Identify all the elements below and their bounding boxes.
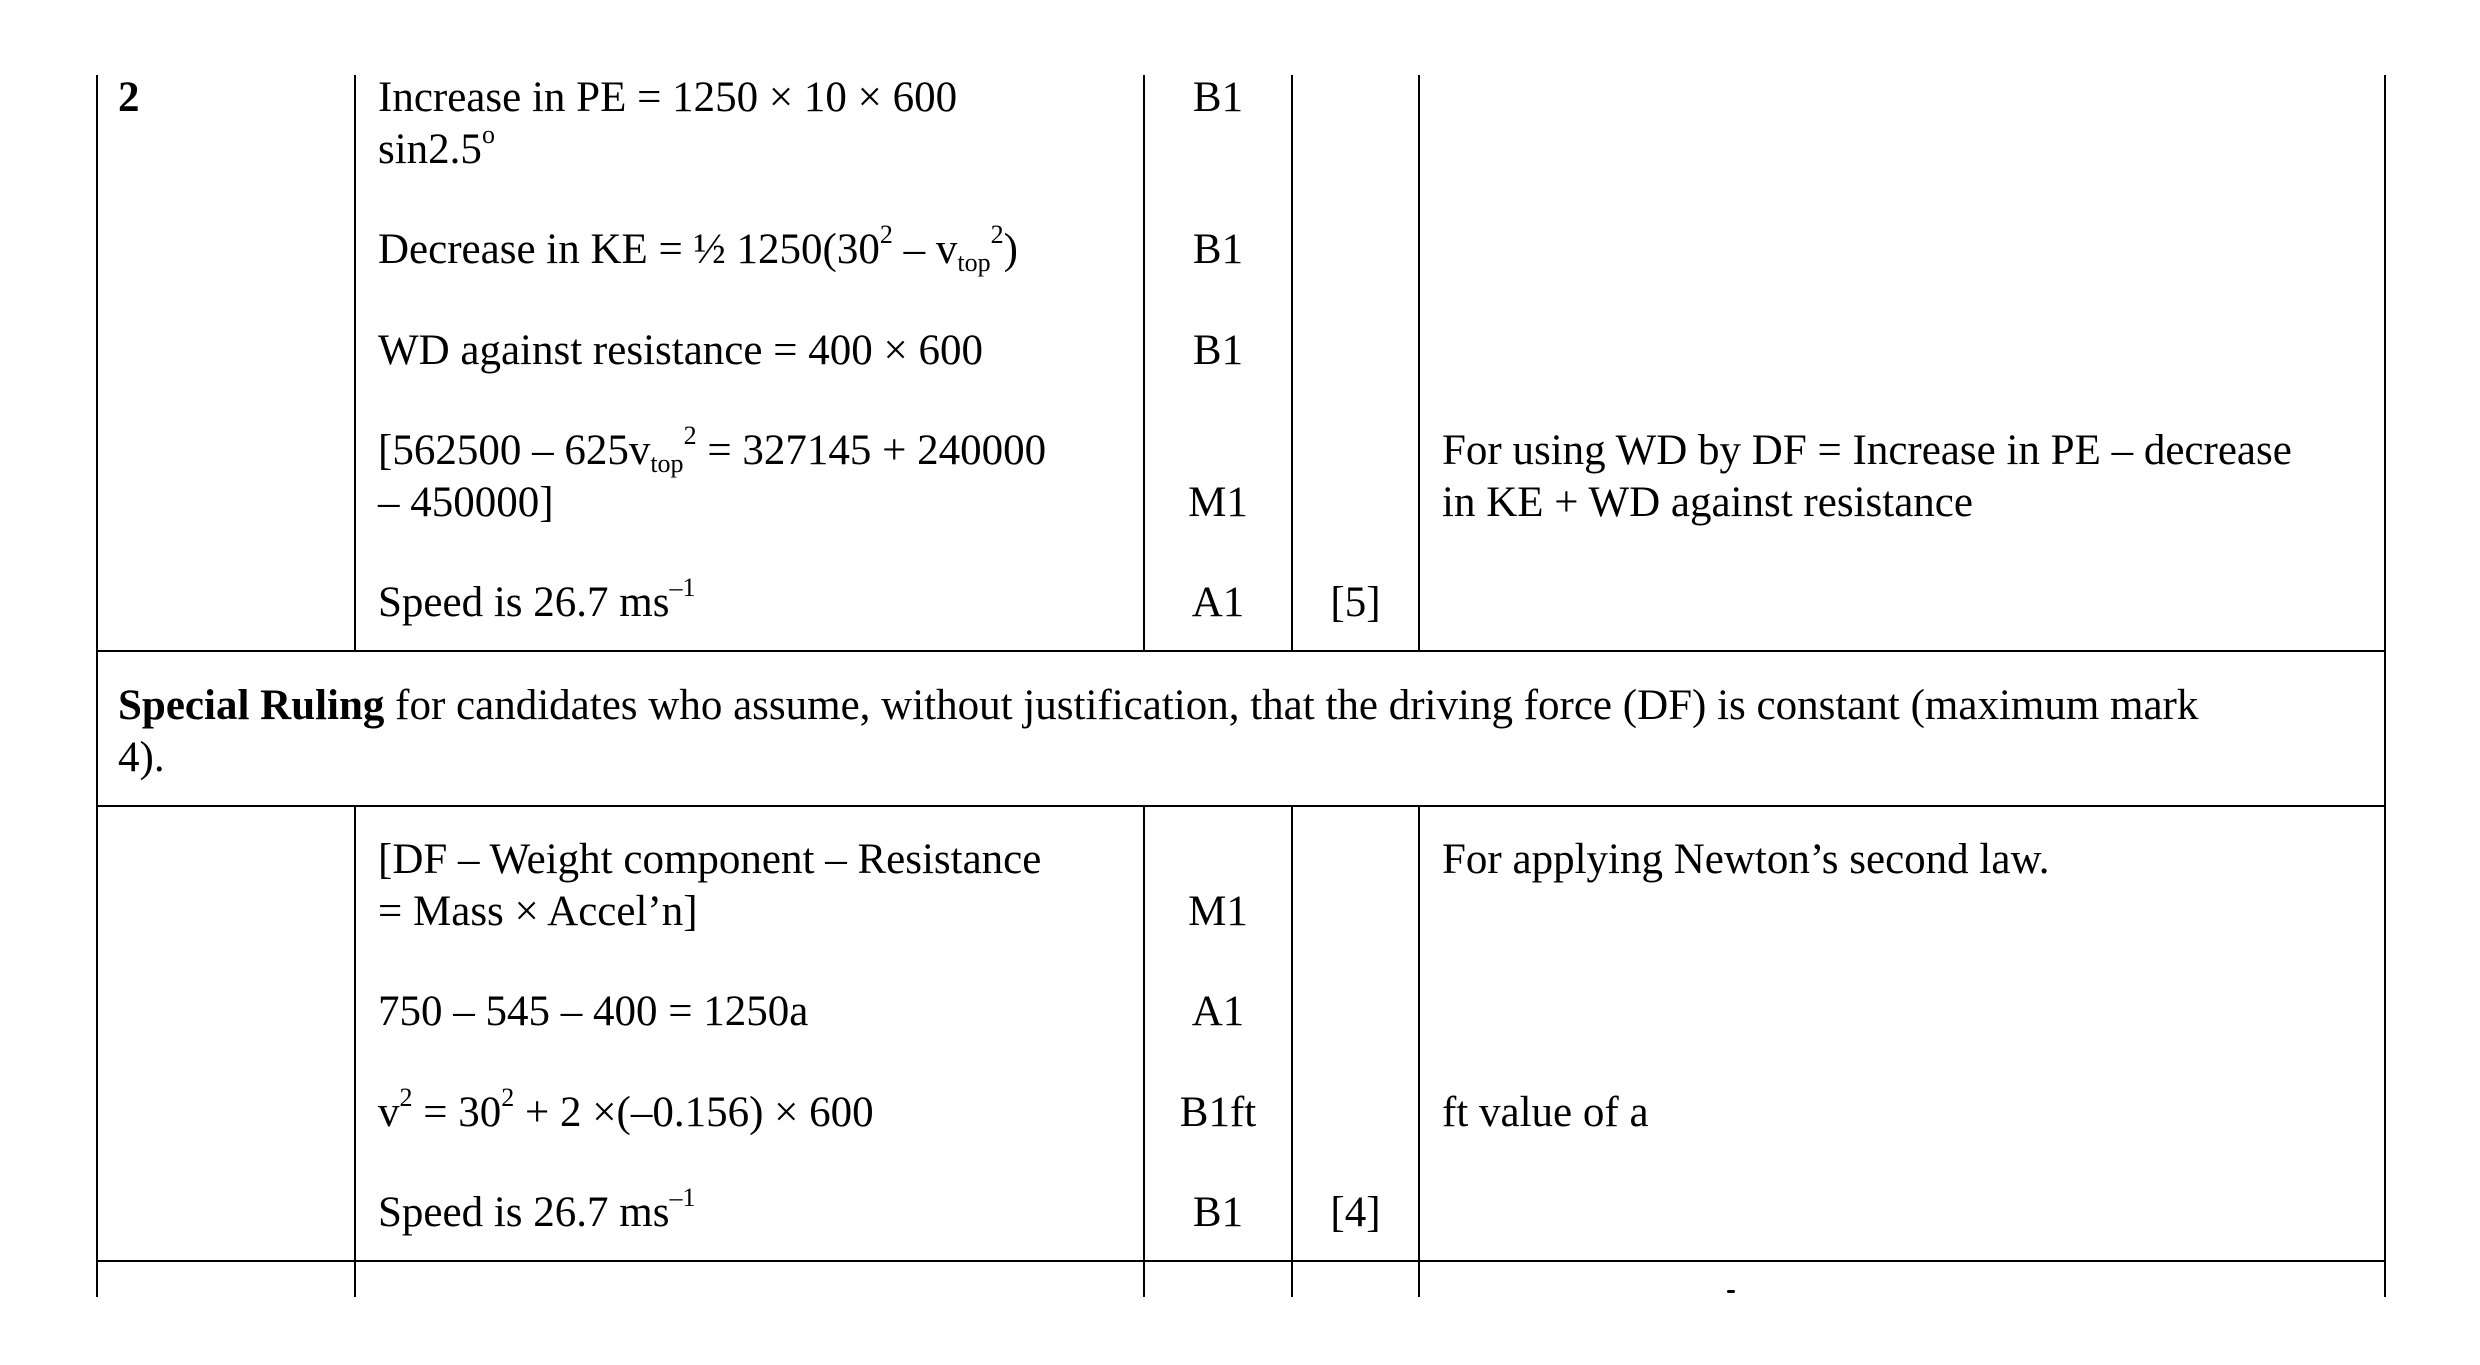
special-ruling-line2: 4). bbox=[118, 734, 165, 781]
special-ruling-line1: Special Ruling for candidates who assume, without justification, that the driving force (DF) is constant (maximum mark bbox=[118, 682, 2199, 729]
mark-a1-accel: A1 bbox=[1191, 988, 1245, 1035]
pe-increase-line2: sin2.5$^o$ bbox=[378, 120, 495, 173]
total-mark-4: [4] bbox=[1330, 1189, 1381, 1236]
pe-increase-line1: Increase in PE = 1250 × 10 × 600 bbox=[378, 74, 958, 121]
mark-b1-wd: B1 bbox=[1192, 327, 1244, 374]
speed-answer-1: Speed is 26.7 $ms^{-1}$ bbox=[378, 573, 696, 626]
mark-b1-ke: B1 bbox=[1192, 226, 1244, 273]
table-border-left bbox=[96, 75, 98, 1297]
ke-decrease: Decrease in KE = ½ $1250(30^2 - v_{top}^2)$ bbox=[378, 220, 1018, 277]
equation-line2: – 450000] bbox=[378, 479, 554, 526]
table-border-right bbox=[2384, 75, 2386, 1297]
wd-resistance: WD against resistance = 400 × 600 bbox=[378, 327, 983, 374]
newton-eq-line2: = Mass × Accel’n] bbox=[378, 888, 698, 935]
note-newton: For applying Newton’s second law. bbox=[1442, 836, 2050, 883]
note-ft-value: ft value of a bbox=[1442, 1089, 1649, 1136]
accel-equation: 750 – 545 – 400 = 1250a bbox=[378, 988, 809, 1035]
note-wd-df-line1: For using WD by DF = Increase in PE – decrease bbox=[1442, 427, 2292, 474]
col-divider-1b bbox=[354, 805, 356, 1297]
mark-a1-speed: A1 bbox=[1191, 579, 1245, 626]
total-mark-5: [5] bbox=[1330, 579, 1381, 626]
row-divider-2 bbox=[96, 805, 2386, 807]
cutoff-fragment bbox=[1727, 1290, 1735, 1293]
suvat-equation: $v^2 = 30^2 + 2 \times(-0.156) \times 600$ bbox=[378, 1083, 874, 1136]
col-divider-3a bbox=[1291, 75, 1293, 651]
row-divider-1 bbox=[96, 650, 2386, 652]
col-divider-4b bbox=[1418, 805, 1420, 1297]
speed-answer-2: Speed is 26.7 $ms^{-1}$ bbox=[378, 1183, 696, 1236]
note-wd-df-line2: in KE + WD against resistance bbox=[1442, 479, 1973, 526]
mark-b1-speed: B1 bbox=[1192, 1189, 1244, 1236]
col-divider-1a bbox=[354, 75, 356, 651]
mark-m1-newton: M1 bbox=[1188, 888, 1248, 935]
mark-b1ft: B1ft bbox=[1179, 1089, 1257, 1136]
question-number: 2 bbox=[118, 74, 140, 121]
mark-m1-eq: M1 bbox=[1188, 479, 1248, 526]
row-divider-3 bbox=[96, 1260, 2386, 1262]
col-divider-4a bbox=[1418, 75, 1420, 651]
equation-line1: [$562500 - 625v_{top}^2 = 327145 + 240000$ bbox=[378, 421, 1047, 478]
newton-eq-line1: [DF – Weight component – Resistance bbox=[378, 836, 1042, 883]
mark-b1-pe: B1 bbox=[1192, 74, 1244, 121]
